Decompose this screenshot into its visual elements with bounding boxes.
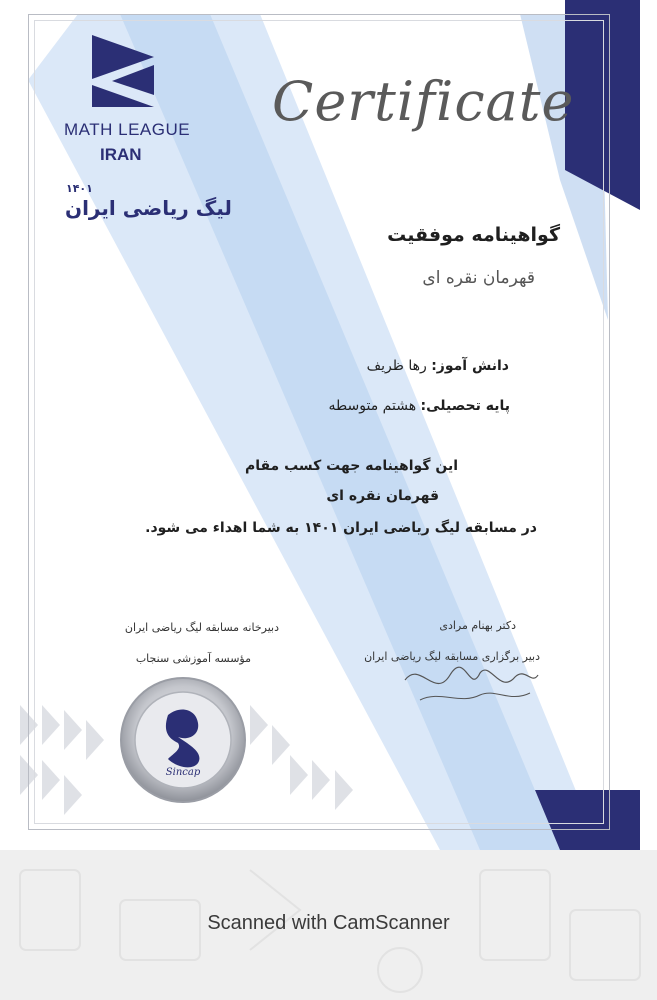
grade-value: هشتم متوسطه (328, 398, 417, 414)
certificate-heading: گواهینامه موفقیت (387, 224, 560, 246)
sincap-seal-icon (118, 675, 248, 805)
body-line-3: در مسابقه لیگ ریاضی ایران ۱۴۰۱ به شما اهداء می شود. (145, 520, 537, 536)
signatory-left-line-2: مؤسسه آموزشی سنجاب (135, 652, 251, 665)
student-label: دانش آموز: (431, 358, 509, 374)
league-year: ۱۴۰۱ (66, 182, 93, 195)
camscanner-label: Scanned with CamScanner (207, 912, 450, 934)
league-name-fa: لیگ ریاضی ایران (65, 196, 232, 220)
certificate-subheading: قهرمان نقره ای (422, 268, 535, 288)
logo-country: IRAN (100, 145, 142, 164)
math-league-logo-icon (92, 35, 158, 111)
seal-text: Sincap (165, 767, 201, 778)
student-line (367, 358, 509, 374)
handwritten-signature (400, 655, 540, 715)
certificate-title: Certificate (272, 70, 575, 133)
logo-name: MATH LEAGUE (64, 120, 191, 139)
signatory-right-line-1: دکتر بهنام مرادی (439, 619, 516, 632)
signatory-right-line-2: دبیر برگزاری مسابقه لیگ ریاضی ایران (364, 650, 540, 663)
grade-label: پایه تحصیلی: (420, 398, 510, 414)
grade-line (329, 398, 510, 414)
student-name: رها ظریف (366, 358, 427, 374)
body-line-1: این گواهینامه جهت کسب مقام (244, 458, 458, 474)
body-line-2: قهرمان نقره ای (326, 488, 439, 504)
signatory-left-line-1: دبیرخانه مسابقه لیگ ریاضی ایران (124, 621, 279, 634)
